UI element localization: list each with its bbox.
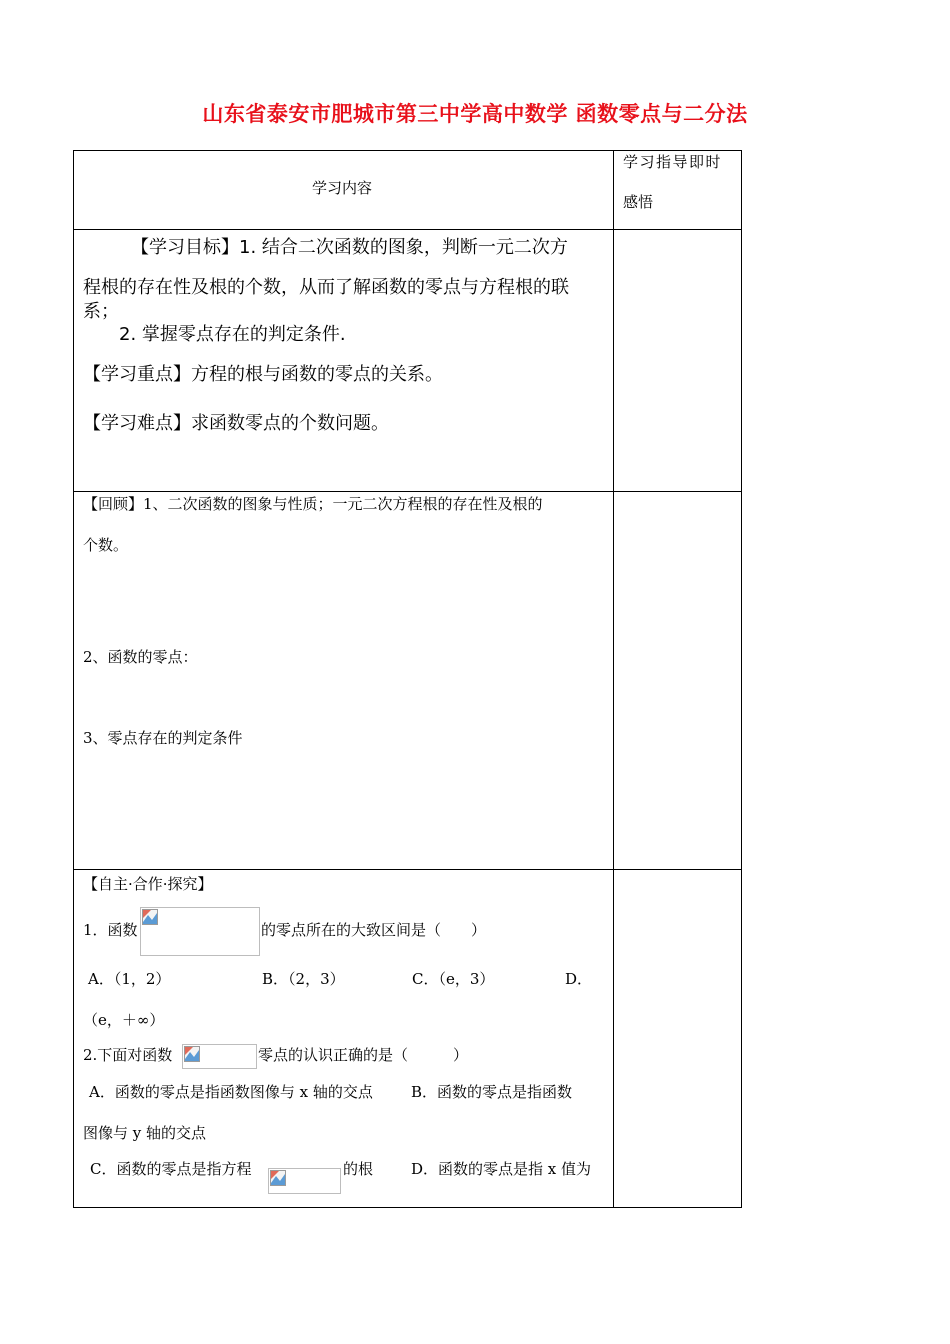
- table-border-top: [73, 150, 742, 151]
- q1-option-a: A．（1，2）: [88, 970, 171, 988]
- broken-image-icon: [142, 909, 158, 925]
- review-line2: 个数。: [83, 536, 129, 554]
- formula-image-placeholder: [182, 1044, 257, 1069]
- q1-prefix: 1．函数: [83, 921, 138, 939]
- table-row-divider: [73, 491, 742, 492]
- q2-option-a: A．函数的零点是指函数图像与 x 轴的交点: [89, 1083, 373, 1101]
- q1-option-d: D．: [565, 970, 593, 988]
- q1-option-d-continued: （e，＋∞）: [83, 1011, 165, 1029]
- q2-option-b: B．函数的零点是指函数: [411, 1083, 573, 1101]
- objectives-line4: 2. 掌握零点存在的判定条件.: [119, 324, 346, 345]
- q1-option-b: B．（2，3）: [262, 970, 345, 988]
- q2-option-c-prefix: C．函数的零点是指方程: [90, 1160, 252, 1178]
- objectives-difficulty: 【学习难点】求函数零点的个数问题。: [83, 413, 389, 434]
- q2-option-b-continued: 图像与 y 轴的交点: [83, 1124, 207, 1142]
- header-guide-line2: 感悟: [623, 193, 654, 211]
- review-item3: 3、零点存在的判定条件: [83, 729, 243, 747]
- explore-heading: 【自主·合作·探究】: [83, 875, 213, 893]
- q2-prefix: 2.下面对函数: [83, 1046, 173, 1064]
- table-row-divider: [73, 229, 742, 230]
- table-border-right: [741, 150, 742, 1208]
- broken-image-icon: [270, 1170, 286, 1186]
- table-border-bottom: [73, 1207, 742, 1208]
- q1-suffix: 的零点所在的大致区间是（ ）: [261, 921, 487, 939]
- q1-option-c: C．（e，3）: [412, 970, 495, 988]
- formula-image-placeholder: [268, 1168, 341, 1194]
- objectives-focus: 【学习重点】方程的根与函数的零点的关系。: [83, 364, 443, 385]
- q2-option-d: D．函数的零点是指 x 值为: [411, 1160, 592, 1178]
- q2-suffix: 零点的认识正确的是（ ）: [258, 1046, 469, 1064]
- header-guide-line1: 学习指导即时: [623, 153, 723, 171]
- review-item2: 2、函数的零点：: [83, 648, 198, 666]
- table-border-left: [73, 150, 74, 1208]
- formula-image-placeholder: [140, 907, 260, 956]
- table-row-divider: [73, 869, 742, 870]
- objectives-line1: 【学习目标】1. 结合二次函数的图象，判断一元二次方: [131, 237, 568, 258]
- q2-option-c-suffix: 的根: [343, 1160, 374, 1178]
- objectives-line2: 程根的存在性及根的个数，从而了解函数的零点与方程根的联: [83, 277, 569, 298]
- review-line1: 【回顾】1、二次函数的图象与性质；一元二次方程根的存在性及根的: [83, 495, 543, 513]
- header-content: 学习内容: [312, 179, 373, 197]
- document-title: 山东省泰安市肥城市第三中学高中数学 函数零点与二分法: [202, 101, 748, 126]
- table-column-divider: [613, 150, 614, 1208]
- objectives-line3: 系；: [83, 301, 119, 322]
- broken-image-icon: [184, 1046, 200, 1062]
